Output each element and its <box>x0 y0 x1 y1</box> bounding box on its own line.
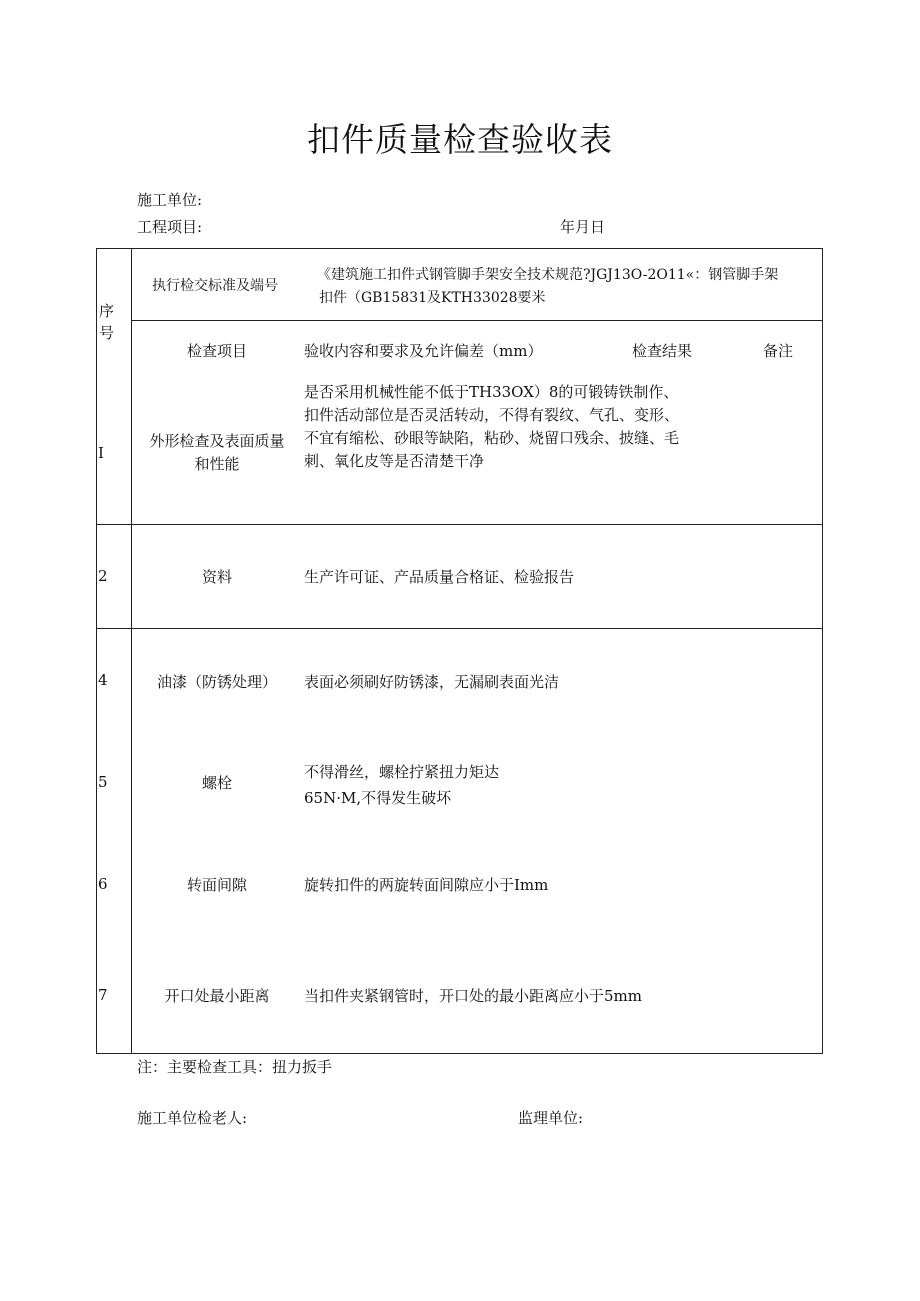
row-content-line: 不宜有缩松、砂眼等缺陷，粘砂、烧留口残余、披缝、毛 <box>304 429 680 447</box>
row-content-line: 刺、氧化皮等是否清楚干净 <box>304 452 485 470</box>
column-divider <box>131 249 132 1053</box>
row-content: 表面必须刷好防锈漆，无漏刷表面光洁 <box>304 673 560 691</box>
row-content-line: 65N·M,不得发生破坏 <box>304 789 452 807</box>
row-divider <box>97 524 822 525</box>
row-item: 转面间隙 <box>186 876 247 894</box>
row-content-line: 是否采用机械性能不低于TH33OX）8的可锻铸铁制作、 <box>304 383 679 401</box>
date-label: 年月日 <box>560 218 606 236</box>
row-item: 螺栓 <box>201 774 232 792</box>
row-number: 4 <box>98 671 108 689</box>
row-content: 当扣件夹紧钢管时，开口处的最小距离应小于5mm <box>304 987 642 1005</box>
seq-header <box>99 300 114 344</box>
row-item: 资料 <box>201 568 232 586</box>
row-number: 6 <box>98 875 108 893</box>
row-item-line: 和性能 <box>194 455 240 473</box>
standard-value <box>317 264 822 310</box>
standard-label: 执行检交标准及端号 <box>152 278 278 294</box>
row-divider <box>97 628 822 629</box>
seq-header-char: 号 <box>99 324 115 342</box>
header-item: 检查项目 <box>186 342 247 360</box>
standard-line: 扣件（GB15831及KTH33028要米 <box>319 290 546 306</box>
inspector-label: 施工单位检老人: <box>137 1109 248 1127</box>
row-content <box>304 759 499 811</box>
header-content: 验收内容和要求及允许偏差（mm） <box>304 342 543 360</box>
standard-line: 《建筑施工扣件式钢管脚手架安全技术规范?JGJ13O-2O11«：钢管脚手架 <box>317 267 779 283</box>
row-number: 2 <box>98 567 108 585</box>
header-remark: 备注 <box>763 342 794 360</box>
row-content: 旋转扣件的两旋转面间隙应小于Imm <box>304 876 549 894</box>
row-divider <box>131 320 822 321</box>
row-item-line: 外形检查及表面质量 <box>149 432 285 450</box>
row-content <box>304 381 679 473</box>
header-result: 检查结果 <box>632 342 693 360</box>
row-number: 7 <box>98 986 108 1004</box>
construction-unit-label: 施工单位: <box>137 191 203 209</box>
row-content-line: 不得滑丝，螺栓拧紧扭力矩达 <box>304 763 500 781</box>
inspection-table <box>96 248 823 1054</box>
project-label: 工程项目: <box>137 218 203 236</box>
row-number: 5 <box>98 773 108 791</box>
row-item <box>131 430 303 476</box>
row-number: I <box>98 444 104 462</box>
row-content-line: 扣件活动部位是否灵活转动，不得有裂纹、气孔、变形、 <box>304 406 680 424</box>
row-item: 开口处最小距离 <box>164 987 270 1005</box>
row-item: 油漆（防锈处理） <box>156 673 277 691</box>
note: 注：主要检查工具：扭力扳手 <box>137 1058 333 1076</box>
page-title: 扣件质量检查验收表 <box>307 120 613 159</box>
row-content: 生产许可证、产品质量合格证、检验报告 <box>304 568 575 586</box>
seq-header-char: 序 <box>99 302 115 320</box>
supervisor-label: 监理单位: <box>518 1109 584 1127</box>
